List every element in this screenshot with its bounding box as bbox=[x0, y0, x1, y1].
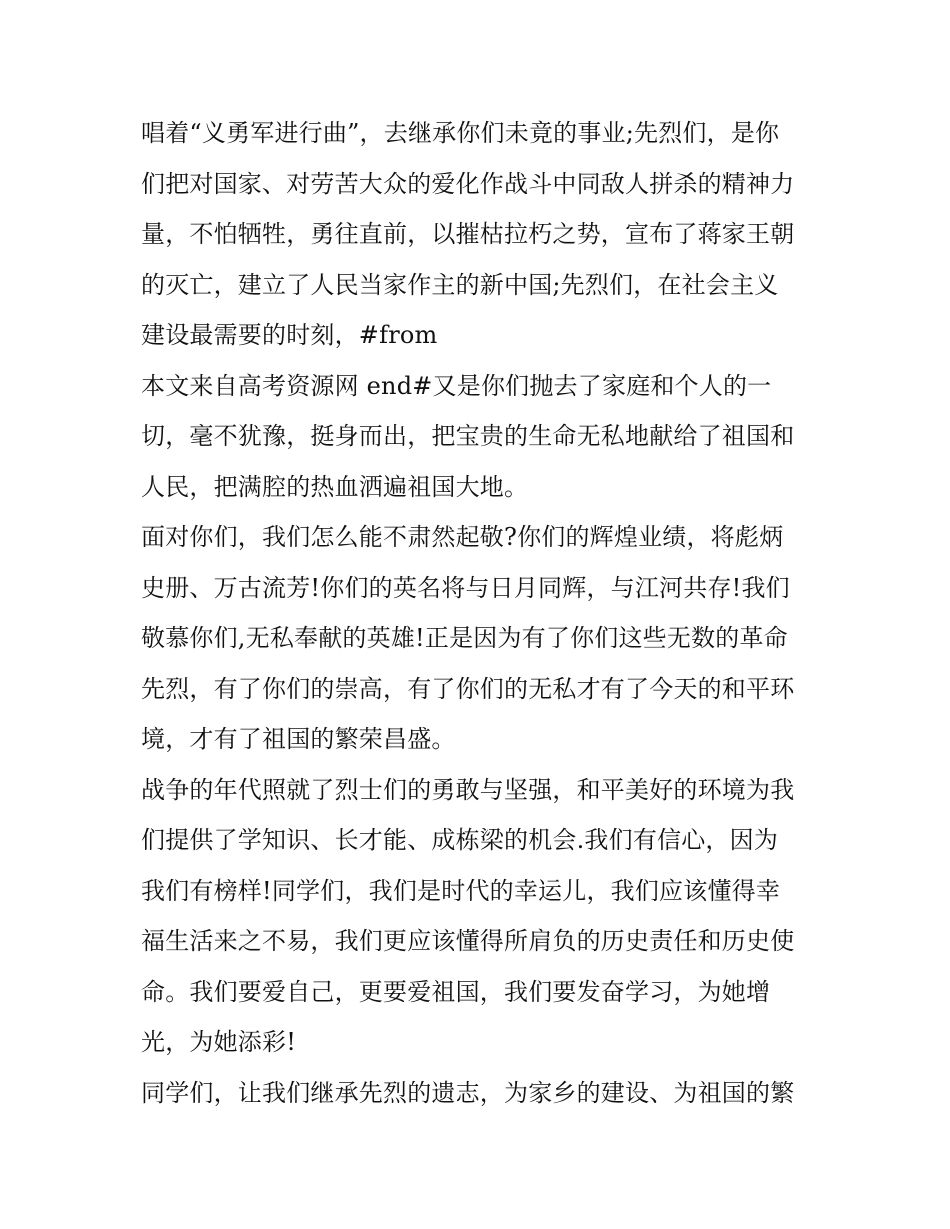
text-line: 福生活来之不易，我们更应该懂得所肩负的历史责任和历史使 bbox=[141, 927, 795, 955]
text-line: 切，毫不犹豫，挺身而出，把宝贵的生命无私地献给了祖国和 bbox=[141, 422, 795, 450]
text-line: 境，才有了祖国的繁荣昌盛。 bbox=[141, 725, 456, 753]
text-line: 本文来自高考资源网 end#又是你们抛去了家庭和个人的一 bbox=[141, 371, 772, 400]
text-line: 同学们，让我们继承先烈的遗志，为家乡的建设、为祖国的繁 bbox=[141, 1078, 795, 1107]
text-line: 命。我们要爱自己，更要爱祖国，我们要发奋学习，为她增 bbox=[141, 977, 771, 1006]
text-line: 面对你们，我们怎么能不肃然起敬?你们的辉煌业绩，将彪炳 bbox=[141, 523, 784, 551]
text-line: 史册、万古流芳!你们的英名将与日月同辉，与江河共存!我们 bbox=[141, 573, 790, 602]
text-line: 们提供了学知识、长才能、成栋梁的机会.我们有信心，因为 bbox=[141, 826, 779, 854]
text-line: 们把对国家、对劳苦大众的爱化作战斗中同敌人拼杀的精神力 bbox=[141, 169, 795, 198]
text-line: 人民，把满腔的热血洒遍祖国大地。 bbox=[141, 472, 529, 501]
document-body bbox=[141, 108, 821, 1118]
text-line: 我们有榜样!同学们，我们是时代的幸运儿，我们应该懂得幸 bbox=[141, 876, 781, 905]
text-line: 的灭亡，建立了人民当家作主的新中国;先烈们，在社会主义 bbox=[141, 270, 779, 299]
text-line: 敬慕你们,无私奉献的英雄!正是因为有了你们这些无数的革命 bbox=[141, 624, 788, 652]
text-line: 建设最需要的时刻，#from bbox=[141, 321, 438, 349]
text-line: 唱着“义勇军进行曲”，去继承你们未竟的事业;先烈们，是你 bbox=[141, 119, 780, 147]
text-line: 光，为她添彩! bbox=[141, 1028, 297, 1056]
text-line: 先烈，有了你们的崇高，有了你们的无私才有了今天的和平环 bbox=[141, 674, 795, 703]
text-line: 量，不怕牺牲，勇往直前，以摧枯拉朽之势，宣布了蒋家王朝 bbox=[141, 220, 795, 248]
text-line: 战争的年代照就了烈士们的勇敢与坚强，和平美好的环境为我 bbox=[141, 775, 795, 804]
